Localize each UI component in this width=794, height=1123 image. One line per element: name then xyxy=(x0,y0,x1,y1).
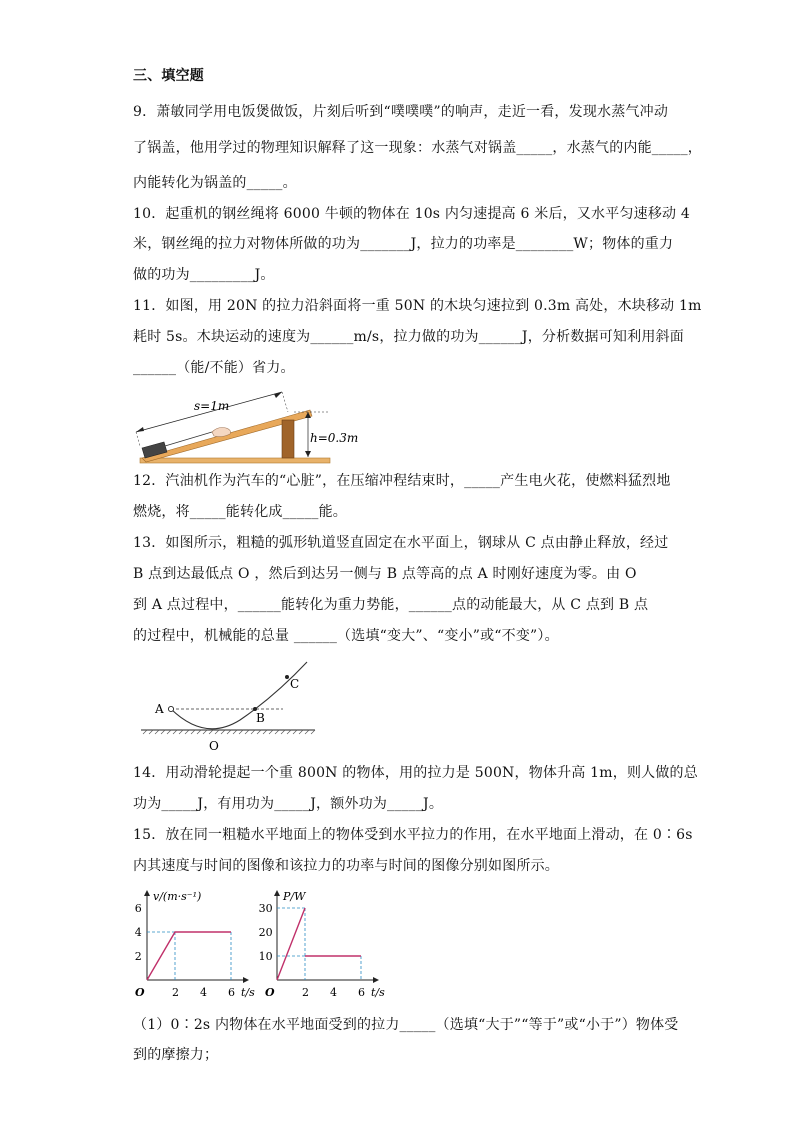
q15-sub1-line-1: （1）0∶2s 内物体在水平地面受到的拉力_____（选填“大于”“等于”或“小于”）物体受 xyxy=(133,1017,679,1033)
q11-line-3: ______（能/不能）省力。 xyxy=(133,360,295,376)
q14-line-2: 功为_____J，有用功为_____J，额外功为_____J。 xyxy=(133,796,444,812)
support-block xyxy=(282,420,294,458)
y-tick-label: 10 xyxy=(258,950,273,963)
x-tick-label: 4 xyxy=(330,986,337,999)
q9-line-1: 9．萧敏同学用电饭煲做饭，片刻后听到“噗噗噗”的响声，走近一看，发现水蒸气冲动 xyxy=(133,104,669,120)
q11-line-2: 耗时 5s。木块运动的速度为______m/s，拉力做的功为______J，分析数据可知利用斜面 xyxy=(133,329,684,345)
y-tick-label: 4 xyxy=(134,926,142,939)
ground-hatching xyxy=(143,730,315,734)
incline-figure xyxy=(132,390,372,470)
q9-line-3: 内能转化为锅盖的_____。 xyxy=(133,175,297,191)
y-axis-label: P/W xyxy=(283,890,306,903)
hand-icon xyxy=(212,428,231,437)
x-axis-arrow xyxy=(373,977,379,983)
x-tick-label: 6 xyxy=(358,986,365,999)
q10-line-1: 10．起重机的钢丝绳将 6000 牛顿的物体在 10s 内匀速提高 6 米后，又水平匀速移动 4 xyxy=(133,206,691,222)
q12-line-2: 燃烧，将_____能转化成_____能。 xyxy=(133,504,347,520)
x-tick-label: 4 xyxy=(200,986,207,999)
y-tick-label: 20 xyxy=(258,926,273,939)
q10-line-2: 米，钢丝绳的拉力对物体所做的功为_______J，拉力的功率是________W；物体的重力 xyxy=(133,236,674,252)
section-heading: 三、填空题 xyxy=(133,68,204,84)
y-tick-label: 30 xyxy=(258,902,273,915)
point-o-label: O xyxy=(209,739,219,752)
point-a-marker xyxy=(168,706,173,711)
series-segment-1 xyxy=(277,908,305,980)
y-axis-arrow xyxy=(274,890,280,896)
ground-board xyxy=(140,458,330,463)
origin-label: O xyxy=(135,986,145,999)
x-tick-label: 6 xyxy=(228,986,235,999)
velocity-time-chart xyxy=(125,888,265,1000)
point-c-label: C xyxy=(290,677,300,691)
x-tick-label: 2 xyxy=(302,986,309,999)
series-line xyxy=(147,932,231,980)
y-axis-arrow xyxy=(144,890,150,896)
s-ext-left xyxy=(136,432,140,446)
y-tick-label: 2 xyxy=(134,950,142,963)
q13-line-2: B 点到达最低点 O ，然后到达另一侧与 B 点等高的点 A 时刚好速度为零。由 O xyxy=(133,566,637,582)
track-figure xyxy=(135,660,325,752)
arc-track xyxy=(171,662,307,729)
x-tick-label: 2 xyxy=(172,986,179,999)
q11-line-1: 11．如图，用 20N 的拉力沿斜面将一重 50N 的木块匀速拉到 0.3m 高处，木块移动 1m xyxy=(133,298,702,314)
q13-line-3: 到 A 点过程中，______能转化为重力势能，______点的动能最大，从 C 点到 B 点 xyxy=(133,597,649,613)
q14-line-1: 14．用动滑轮提起一个重 800N 的物体，用的拉力是 500N，物体升高 1m，则人做的总 xyxy=(133,765,698,781)
q15-line-1: 15．放在同一粗糙水平地面上的物体受到水平拉力的作用，在水平地面上滑动，在 0∶6s xyxy=(133,827,693,843)
s-arrow-left xyxy=(136,427,144,432)
s-ext-right xyxy=(282,392,288,412)
power-time-chart xyxy=(255,888,395,1000)
point-b-label: B xyxy=(256,711,265,725)
h-arrow-bottom xyxy=(305,451,311,457)
origin-label: O xyxy=(265,986,275,999)
q13-line-1: 13．如图所示，粗糙的弧形轨道竖直固定在水平面上，钢球从 C 点由静止释放，经过 xyxy=(133,535,669,551)
s-label: s=1m xyxy=(194,399,230,413)
q12-line-1: 12．汽油机作为汽车的“心脏”，在压缩冲程结束时，_____产生电火花，使燃料猛烈地 xyxy=(133,473,671,489)
y-tick-label: 6 xyxy=(134,902,142,915)
y-axis-label: v/(m·s⁻¹) xyxy=(153,890,202,903)
x-axis-label: t/s xyxy=(241,986,255,999)
x-axis-label: t/s xyxy=(371,986,385,999)
q15-line-2: 内其速度与时间的图像和该拉力的功率与时间的图像分别如图所示。 xyxy=(133,858,559,874)
q15-sub1-line-2: 到的摩擦力； xyxy=(133,1047,219,1063)
h-label: h=0.3m xyxy=(310,431,359,445)
q10-line-3: 做的功为_________J。 xyxy=(133,267,275,283)
x-axis-arrow xyxy=(243,977,249,983)
point-c-marker xyxy=(285,675,289,679)
point-a-label: A xyxy=(155,702,164,716)
q9-line-2: 了锅盖，他用学过的物理知识解释了这一现象：水蒸气对锅盖_____，水蒸气的内能_____， xyxy=(133,140,702,156)
q13-line-4: 的过程中，机械能的总量 ______（选填“变大”、“变小”或“不变”）。 xyxy=(133,628,559,644)
